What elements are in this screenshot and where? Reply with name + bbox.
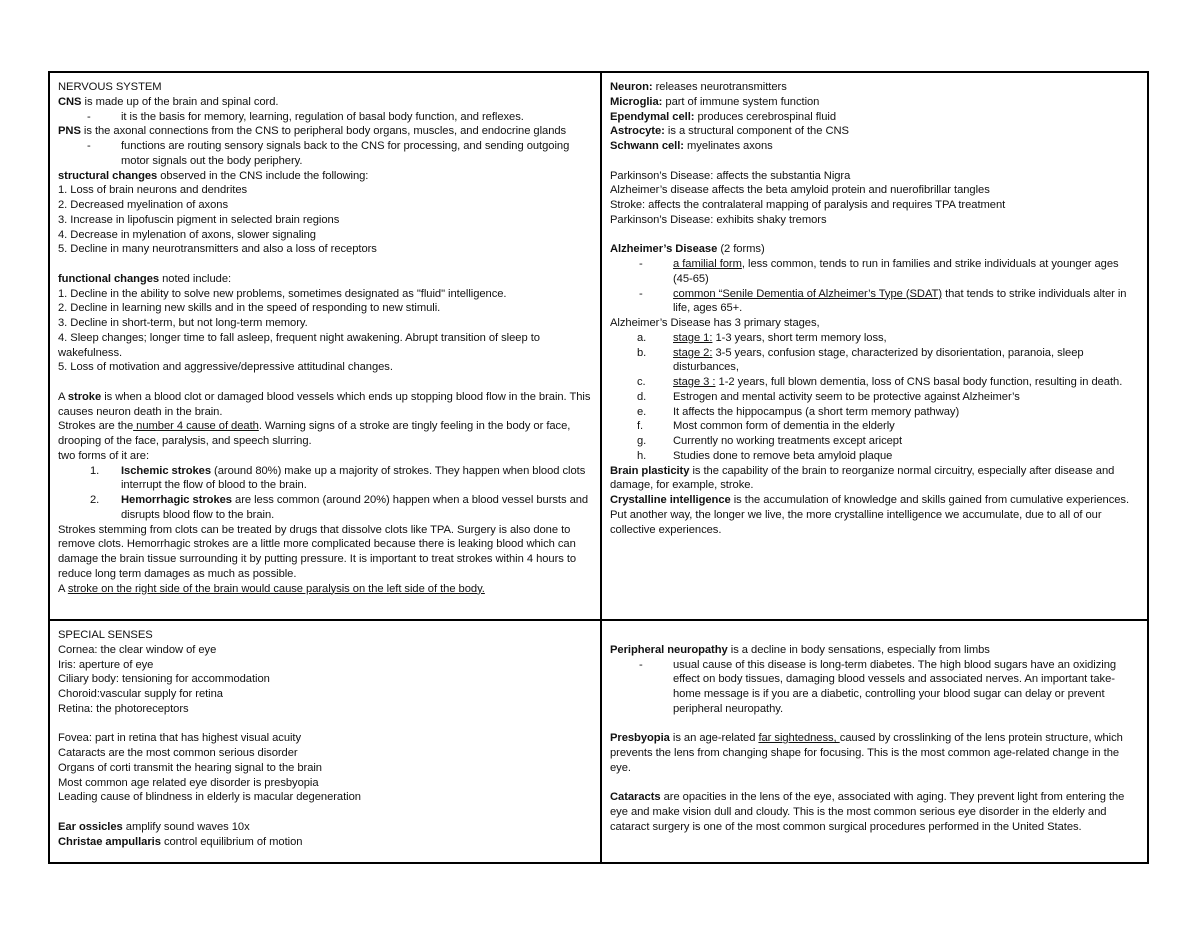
list-item: 4. Sleep changes; longer time to fall asleep, frequent night awakening. Abrupt transition of sleep to wakefulness. — [58, 331, 540, 359]
special-senses-cell — [49, 620, 601, 863]
list-item: 4. Decrease in mylenation of axons, slower signaling — [58, 228, 316, 241]
stroke-warning-signs: Strokes are the number 4 cause of death. Warning signs of a stroke are tingly feeling in the body or face, drooping of the face, paralysis, and speech slurring. — [58, 420, 571, 447]
stages-intro: Alzheimer’s Disease has 3 primary stages, — [610, 317, 820, 329]
spacer — [610, 154, 1139, 169]
list-item: 3. Decline in short-term, but not long-term memory. — [58, 317, 308, 329]
list-item: 5. Loss of motivation and aggressive/depressive attitudinal changes. — [58, 361, 393, 374]
fact-line: Parkinson’s Disease: affects the substantia Nigra — [610, 169, 851, 182]
alzheimers-form-familial: - a familial form, less common, tends to run in families and strike individuals at younger ages (45-65) — [639, 258, 1119, 285]
eye-disorders-cell — [601, 620, 1148, 863]
eye-part-line: Choroid:vascular supply for retina — [58, 688, 223, 700]
pns-line: PNS is the axonal connections from the CNS to peripheral body organs, muscles, and endocrine glands — [58, 125, 567, 138]
alzheimers-form-sdat: - common “Senile Dementia of Alzheimer’s Type (SDAT) that tends to strike individuals alter in life, ages 65+. — [639, 287, 1127, 315]
fact-line: Alzheimer’s disease affects the beta amyloid protein and nuerofibrillar tangles — [610, 184, 990, 197]
list-item: 1. Loss of brain neurons and dendrites — [58, 184, 248, 197]
stage-item: e. It affects the hippocampus (a short term memory pathway) — [637, 405, 960, 418]
brain-plasticity: Brain plasticity is the capability of the brain to reorganize normal circuitry, especially after disease and damage, for example, stroke. — [610, 464, 1115, 492]
nervous-system-cell — [49, 72, 601, 620]
structural-changes-line: structural changes observed in the CNS include the following: — [58, 169, 369, 182]
list-item: 3. Increase in lipofuscin pigment in selected brain regions — [58, 213, 340, 226]
spacer — [58, 257, 592, 272]
stroke-treatment: Strokes stemming from clots can be treated by drugs that dissolve clots like TPA. Surgery is also done to remove clots. Hemorrhagic strokes are a little more complicated because there is leaking blood which can damage the brain tissue surrounding it by putting pressure. It is important to treat strokes within 4 hours to reduce long term damages as much as possible. — [58, 523, 577, 580]
stage-item: d. Estrogen and mental activity seem to be protective against Alzheimer’s — [637, 390, 1020, 403]
stage-item: h. Studies done to remove beta amyloid plaque — [637, 449, 893, 462]
cell-type-line: Schwann cell: myelinates axons — [610, 140, 773, 152]
eye-part-line: Iris: aperture of eye — [58, 658, 154, 671]
cell-type-line: Astrocyte: is a structural component of the CNS — [610, 125, 849, 138]
spacer — [610, 717, 1139, 732]
cataracts-paragraph: Cataracts are opacities in the lens of the eye, associated with aging. They prevent light from entering the eye and make vision dull and cloudy. This is the most common serious eye disorder in the elderly and cataract surgery is one of the most common surgical procedures performed in the United States. — [610, 791, 1125, 833]
cell-type-line: Microglia: part of immune system function — [610, 95, 820, 108]
pns-sub-bullet: - functions are routing sensory signals back to the CNS for processing, and sending outgoing motor signals out the body periphery. — [87, 140, 570, 167]
spacer — [58, 375, 592, 390]
spacer — [58, 805, 592, 820]
sense-fact-line: Fovea: part in retina that has highest visual acuity — [58, 732, 302, 745]
stage-item: c. stage 3 : 1-2 years, full blown dementia, loss of CNS basal body function, resulting in death. — [637, 376, 1123, 388]
list-item: 5. Decline in many neurotransmitters and also a loss of receptors — [58, 243, 377, 256]
sense-fact-line: Organs of corti transmit the hearing signal to the brain — [58, 761, 322, 774]
christae-line: Christae ampullaris control equilibrium of motion — [58, 835, 303, 848]
neuropathy-sub-bullet: - usual cause of this disease is long-term diabetes. The high blood sugars have an oxidizing effect on body tissues, damaging blood vessels and associated nerves. An important take-home message is if you are a diabetic, controlling your blood sugar can delay or prevent peripheral neuropathy. — [639, 658, 1117, 715]
ear-ossicles-line: Ear ossicles amplify sound waves 10x — [58, 820, 250, 833]
stage-item: f. Most common form of dementia in the elderly — [637, 420, 895, 433]
fact-line: Parkinson’s Disease: exhibits shaky tremors — [610, 213, 827, 226]
eye-part-line: Cornea: the clear window of eye — [58, 643, 217, 656]
stroke-form-ischemic: 1. Ischemic strokes (around 80%) make up a majority of strokes. They happen when blood clots interrupt the flow of blood to the brain. — [90, 464, 586, 492]
sense-fact-line: Most common age related eye disorder is presbyopia — [58, 776, 319, 789]
section-heading: NERVOUS SYSTEM — [58, 81, 162, 93]
list-item: 2. Decreased myelination of axons — [58, 199, 228, 211]
spacer — [610, 776, 1139, 791]
stage-item: g. Currently no working treatments except aricept — [637, 435, 903, 447]
list-item: 1. Decline in the ability to solve new problems, sometimes designated as "fluid" intelligence. — [58, 287, 507, 300]
sense-fact-line: Leading cause of blindness in elderly is macular degeneration — [58, 791, 361, 804]
section-heading: SPECIAL SENSES — [58, 629, 153, 641]
alzheimers-heading: Alzheimer’s Disease (2 forms) — [610, 243, 765, 256]
sense-fact-line: Cataracts are the most common serious disorder — [58, 747, 298, 759]
stroke-definition: A stroke is when a blood clot or damaged blood vessels which ends up stopping blood flow in the brain. This causes neuron death in the brain. — [58, 390, 591, 418]
stage-item: a. stage 1: 1-3 years, short term memory loss, — [637, 331, 887, 344]
presbyopia-paragraph: Presbyopia is an age-related far sightedness, caused by crosslinking of the lens protein structure, which prevents the lens from changing shape for focusing. This is the most common age-related change in the eye. — [610, 732, 1123, 774]
list-item: 2. Decline in learning new skills and in the speed of responding to new stimuli. — [58, 302, 441, 315]
cell-type-line: Neuron: releases neurotransmitters — [610, 81, 787, 93]
cns-sub-bullet: - it is the basis for memory, learning, regulation of basal body function, and reflexes. — [87, 110, 524, 123]
eye-part-line: Retina: the photoreceptors — [58, 702, 189, 715]
neuropathy-line: Peripheral neuropathy is a decline in body sensations, especially from limbs — [610, 643, 990, 656]
stage-item: b. stage 2: 3-5 years, confusion stage, characterized by disorientation, paranoia, sleep disturbances, — [637, 346, 1084, 374]
functional-changes-line: functional changes noted include: — [58, 272, 232, 285]
stroke-right-side: A stroke on the right side of the brain would cause paralysis on the left side of the body. — [58, 582, 485, 595]
two-forms-line: two forms of it are: — [58, 449, 150, 462]
notes-table — [48, 71, 1149, 864]
spacer — [58, 717, 592, 732]
fact-line: Stroke: affects the contralateral mapping of paralysis and requires TPA treatment — [610, 199, 1006, 211]
cell-type-line: Ependymal cell: produces cerebrospinal fluid — [610, 110, 837, 123]
spacer — [610, 628, 1139, 643]
eye-part-line: Ciliary body: tensioning for accommodation — [58, 673, 270, 686]
neuro-cells-cell — [601, 72, 1148, 620]
cns-line: CNS is made up of the brain and spinal cord. — [58, 95, 279, 108]
crystalline-intelligence: Crystalline intelligence is the accumulation of knowledge and skills gained from cumulative experiences. Put another way, the longer we live, the more crystalline intelligence we accumulate, due to all of our collective experiences. — [610, 494, 1130, 536]
spacer — [610, 228, 1139, 243]
stroke-form-hemorrhagic: 2. Hemorrhagic strokes are less common (around 20%) happen when a blood vessel bursts and disrupts blood flow to the brain. — [90, 494, 589, 521]
